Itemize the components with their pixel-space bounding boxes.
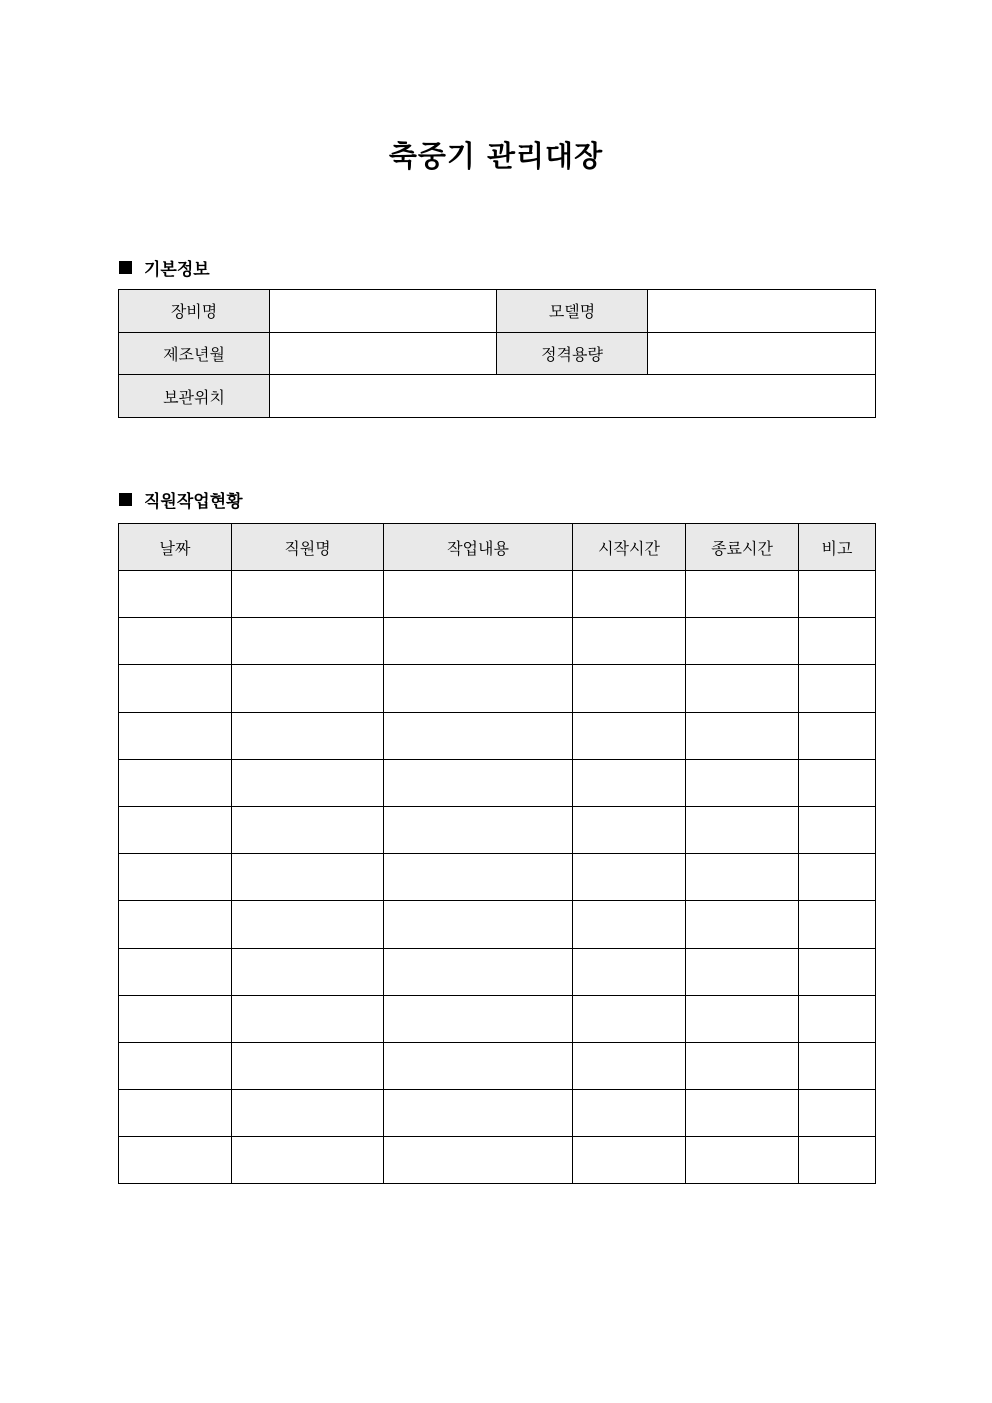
cell-remarks[interactable]: [799, 712, 876, 759]
cell-employee-name[interactable]: [232, 948, 384, 995]
cell-start-time[interactable]: [573, 854, 686, 901]
table-row: [119, 618, 876, 665]
work-status-body: [119, 571, 876, 1184]
cell-date[interactable]: [119, 759, 232, 806]
cell-work-content[interactable]: [384, 948, 573, 995]
cell-start-time[interactable]: [573, 665, 686, 712]
cell-start-time[interactable]: [573, 618, 686, 665]
cell-date[interactable]: [119, 618, 232, 665]
section-heading-basic-info: [119, 255, 210, 280]
table-row: [119, 759, 876, 806]
cell-remarks[interactable]: [799, 995, 876, 1042]
cell-end-time[interactable]: [686, 1137, 799, 1184]
cell-remarks[interactable]: [799, 1137, 876, 1184]
table-row: [119, 332, 876, 375]
cell-start-time[interactable]: [573, 995, 686, 1042]
basic-info-table: [118, 289, 876, 418]
column-header-end-time: 종료시간: [686, 524, 799, 571]
cell-end-time[interactable]: [686, 618, 799, 665]
cell-date[interactable]: [119, 1137, 232, 1184]
square-bullet-icon: [119, 261, 132, 274]
table-row: [119, 1042, 876, 1089]
table-row: [119, 290, 876, 333]
column-header-remarks: 비고: [799, 524, 876, 571]
column-header-date: 날짜: [119, 524, 232, 571]
cell-work-content[interactable]: [384, 854, 573, 901]
table-row: [119, 806, 876, 853]
cell-remarks[interactable]: [799, 1090, 876, 1137]
cell-work-content[interactable]: [384, 806, 573, 853]
label-equipment-name: 장비명: [119, 290, 270, 333]
field-rated-capacity[interactable]: [648, 332, 876, 375]
cell-work-content[interactable]: [384, 618, 573, 665]
cell-remarks[interactable]: [799, 618, 876, 665]
cell-employee-name[interactable]: [232, 901, 384, 948]
cell-start-time[interactable]: [573, 712, 686, 759]
cell-work-content[interactable]: [384, 995, 573, 1042]
cell-date[interactable]: [119, 854, 232, 901]
cell-remarks[interactable]: [799, 759, 876, 806]
column-header-employee-name: 직원명: [232, 524, 384, 571]
cell-end-time[interactable]: [686, 948, 799, 995]
cell-remarks[interactable]: [799, 901, 876, 948]
cell-date[interactable]: [119, 712, 232, 759]
cell-work-content[interactable]: [384, 571, 573, 618]
cell-end-time[interactable]: [686, 712, 799, 759]
table-row: [119, 854, 876, 901]
cell-work-content[interactable]: [384, 712, 573, 759]
table-row: [119, 901, 876, 948]
cell-date[interactable]: [119, 901, 232, 948]
section-heading-label: 직원작업현황: [144, 492, 243, 512]
label-storage-location: 보관위치: [119, 375, 270, 418]
cell-end-time[interactable]: [686, 759, 799, 806]
cell-remarks[interactable]: [799, 665, 876, 712]
section-heading-label: 기본정보: [144, 260, 210, 280]
cell-work-content[interactable]: [384, 1090, 573, 1137]
work-status-table: [118, 523, 876, 1184]
field-storage-location[interactable]: [270, 375, 876, 418]
field-model-name[interactable]: [648, 290, 876, 333]
cell-start-time[interactable]: [573, 948, 686, 995]
cell-end-time[interactable]: [686, 1090, 799, 1137]
cell-end-time[interactable]: [686, 995, 799, 1042]
cell-date[interactable]: [119, 571, 232, 618]
column-header-start-time: 시작시간: [573, 524, 686, 571]
cell-employee-name[interactable]: [232, 1090, 384, 1137]
cell-employee-name[interactable]: [232, 571, 384, 618]
cell-employee-name[interactable]: [232, 712, 384, 759]
cell-employee-name[interactable]: [232, 665, 384, 712]
cell-remarks[interactable]: [799, 806, 876, 853]
cell-end-time[interactable]: [686, 854, 799, 901]
cell-work-content[interactable]: [384, 1137, 573, 1184]
cell-work-content[interactable]: [384, 759, 573, 806]
cell-employee-name[interactable]: [232, 1042, 384, 1089]
cell-date[interactable]: [119, 948, 232, 995]
table-row: [119, 712, 876, 759]
cell-start-time[interactable]: [573, 806, 686, 853]
cell-date[interactable]: [119, 995, 232, 1042]
table-row: [119, 375, 876, 418]
table-row: [119, 665, 876, 712]
cell-employee-name[interactable]: [232, 995, 384, 1042]
cell-remarks[interactable]: [799, 571, 876, 618]
cell-start-time[interactable]: [573, 759, 686, 806]
cell-work-content[interactable]: [384, 665, 573, 712]
cell-remarks[interactable]: [799, 948, 876, 995]
cell-employee-name[interactable]: [232, 806, 384, 853]
cell-end-time[interactable]: [686, 571, 799, 618]
cell-remarks[interactable]: [799, 854, 876, 901]
table-row: [119, 995, 876, 1042]
page-title: 축중기 관리대장: [388, 139, 604, 173]
table-header-row: [119, 524, 876, 571]
cell-date[interactable]: [119, 1090, 232, 1137]
field-manufacture-date[interactable]: [270, 332, 497, 375]
table-row: [119, 571, 876, 618]
cell-end-time[interactable]: [686, 901, 799, 948]
cell-end-time[interactable]: [686, 665, 799, 712]
label-rated-capacity: 정격용량: [497, 332, 648, 375]
cell-start-time[interactable]: [573, 571, 686, 618]
cell-work-content[interactable]: [384, 901, 573, 948]
field-equipment-name[interactable]: [270, 290, 497, 333]
cell-date[interactable]: [119, 806, 232, 853]
label-model-name: 모델명: [497, 290, 648, 333]
cell-employee-name[interactable]: [232, 759, 384, 806]
section-heading-work-status: [119, 487, 243, 512]
square-bullet-icon: [119, 493, 132, 506]
table-row: [119, 1137, 876, 1184]
cell-date[interactable]: [119, 665, 232, 712]
cell-remarks[interactable]: [799, 1042, 876, 1089]
cell-start-time[interactable]: [573, 1042, 686, 1089]
cell-end-time[interactable]: [686, 806, 799, 853]
column-header-work-content: 작업내용: [384, 524, 573, 571]
cell-work-content[interactable]: [384, 1042, 573, 1089]
label-manufacture-date: 제조년월: [119, 332, 270, 375]
table-row: [119, 1090, 876, 1137]
cell-start-time[interactable]: [573, 1090, 686, 1137]
cell-start-time[interactable]: [573, 901, 686, 948]
table-row: [119, 948, 876, 995]
cell-date[interactable]: [119, 1042, 232, 1089]
cell-employee-name[interactable]: [232, 1137, 384, 1184]
cell-start-time[interactable]: [573, 1137, 686, 1184]
cell-end-time[interactable]: [686, 1042, 799, 1089]
cell-employee-name[interactable]: [232, 854, 384, 901]
cell-employee-name[interactable]: [232, 618, 384, 665]
